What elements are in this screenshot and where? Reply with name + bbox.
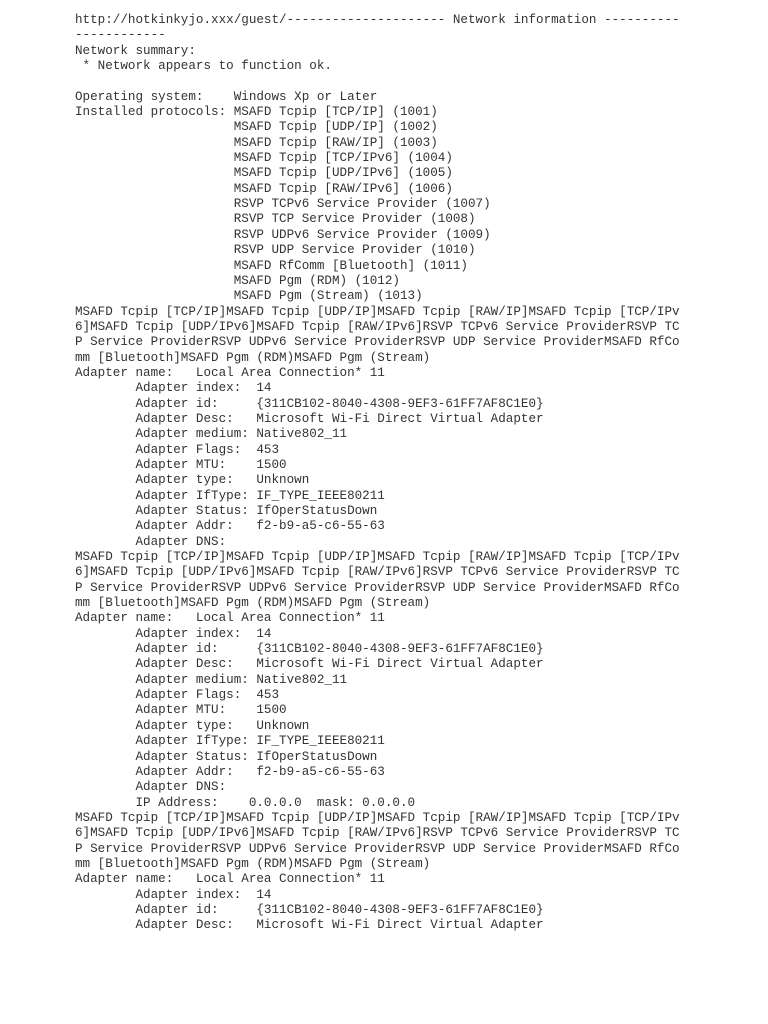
- document-line: Adapter DNS:: [75, 780, 227, 795]
- document-line: Adapter index: 14: [75, 887, 272, 902]
- document-line: Adapter Flags: 453: [75, 442, 280, 457]
- document-line: Adapter Addr: f2-b9-a5-c6-55-63: [75, 764, 385, 779]
- document-line: Adapter medium: Native802_11: [75, 672, 348, 687]
- document-line: MSAFD Pgm (Stream) (1013): [75, 289, 423, 304]
- document-line: * Network appears to function ok.: [75, 59, 332, 74]
- document-line: Adapter id: {311CB102-8040-4308-9EF3-61FF7AF8C1E0}: [75, 902, 544, 917]
- document-line: http://hotkinkyjo.xxx/guest/--------------------- Network information ----------: [75, 13, 680, 27]
- document-line: Adapter index: 14: [75, 626, 272, 641]
- document-line: Adapter type: Unknown: [75, 718, 310, 733]
- document-line: Adapter Desc: Microsoft Wi-Fi Direct Virtual Adapter: [75, 411, 544, 426]
- document-line: IP Address: 0.0.0.0 mask: 0.0.0.0: [75, 795, 416, 810]
- document-line: Adapter name: Local Area Connection* 11: [75, 365, 385, 380]
- document-line: Network summary:: [75, 43, 196, 58]
- document-line: Adapter MTU: 1500: [75, 457, 287, 472]
- document-line: Adapter Desc: Microsoft Wi-Fi Direct Virtual Adapter: [75, 918, 544, 933]
- document-line: Adapter type: Unknown: [75, 473, 310, 488]
- document-line: 6]MSAFD Tcpip [UDP/IPv6]MSAFD Tcpip [RAW/IPv6]RSVP TCPv6 Service ProviderRSVP TC: [75, 319, 680, 334]
- network-information-document: [75, 13, 680, 934]
- document-line: ------------: [75, 28, 166, 43]
- document-line: MSAFD Tcpip [TCP/IPv6] (1004): [75, 151, 453, 166]
- document-line: Adapter Desc: Microsoft Wi-Fi Direct Virtual Adapter: [75, 657, 544, 672]
- document-line: P Service ProviderRSVP UDPv6 Service ProviderRSVP UDP Service ProviderMSAFD RfCo: [75, 580, 680, 595]
- document-line: RSVP UDPv6 Service Provider (1009): [75, 227, 491, 242]
- document-line: mm [Bluetooth]MSAFD Pgm (RDM)MSAFD Pgm (Stream): [75, 856, 431, 871]
- document-line: Adapter name: Local Area Connection* 11: [75, 872, 385, 887]
- document-line: RSVP UDP Service Provider (1010): [75, 243, 476, 258]
- document-line: P Service ProviderRSVP UDPv6 Service ProviderRSVP UDP Service ProviderMSAFD RfCo: [75, 335, 680, 350]
- document-line: Adapter Status: IfOperStatusDown: [75, 749, 378, 764]
- document-line: Adapter IfType: IF_TYPE_IEEE80211: [75, 488, 385, 503]
- document-line: Adapter Addr: f2-b9-a5-c6-55-63: [75, 519, 385, 534]
- document-line: MSAFD Tcpip [TCP/IP]MSAFD Tcpip [UDP/IP]MSAFD Tcpip [RAW/IP]MSAFD Tcpip [TCP/IPv: [75, 810, 680, 825]
- document-line: Adapter index: 14: [75, 381, 272, 396]
- document-line: P Service ProviderRSVP UDPv6 Service ProviderRSVP UDP Service ProviderMSAFD RfCo: [75, 841, 680, 856]
- document-line: mm [Bluetooth]MSAFD Pgm (RDM)MSAFD Pgm (Stream): [75, 350, 431, 365]
- document-line: Operating system: Windows Xp or Later: [75, 89, 378, 104]
- document-line: MSAFD Tcpip [RAW/IPv6] (1006): [75, 181, 453, 196]
- document-line: Installed protocols: MSAFD Tcpip [TCP/IP] (1001): [75, 105, 438, 120]
- document-line: mm [Bluetooth]MSAFD Pgm (RDM)MSAFD Pgm (Stream): [75, 596, 431, 611]
- document-line: MSAFD Tcpip [RAW/IP] (1003): [75, 135, 438, 150]
- document-line: RSVP TCPv6 Service Provider (1007): [75, 197, 491, 212]
- document-line: Adapter DNS:: [75, 534, 227, 549]
- document-line: MSAFD Pgm (RDM) (1012): [75, 273, 400, 288]
- document-line: Adapter MTU: 1500: [75, 703, 287, 718]
- document-line: Adapter Flags: 453: [75, 688, 280, 703]
- document-line: Adapter IfType: IF_TYPE_IEEE80211: [75, 734, 385, 749]
- document-line: Adapter Status: IfOperStatusDown: [75, 504, 378, 518]
- document-line: 6]MSAFD Tcpip [UDP/IPv6]MSAFD Tcpip [RAW/IPv6]RSVP TCPv6 Service ProviderRSVP TC: [75, 565, 680, 580]
- document-line: MSAFD Tcpip [UDP/IP] (1002): [75, 120, 438, 135]
- document-line: MSAFD Tcpip [TCP/IP]MSAFD Tcpip [UDP/IP]MSAFD Tcpip [RAW/IP]MSAFD Tcpip [TCP/IPv: [75, 550, 680, 565]
- document-line: Adapter id: {311CB102-8040-4308-9EF3-61FF7AF8C1E0}: [75, 642, 544, 657]
- document-line: Adapter name: Local Area Connection* 11: [75, 611, 385, 626]
- document-line: MSAFD Tcpip [TCP/IP]MSAFD Tcpip [UDP/IP]MSAFD Tcpip [RAW/IP]MSAFD Tcpip [TCP/IPv: [75, 304, 680, 319]
- document-line: [75, 74, 675, 89]
- document-line: Adapter id: {311CB102-8040-4308-9EF3-61FF7AF8C1E0}: [75, 396, 544, 411]
- document-line: MSAFD RfComm [Bluetooth] (1011): [75, 258, 468, 273]
- document-line: MSAFD Tcpip [UDP/IPv6] (1005): [75, 166, 453, 181]
- document-line: Adapter medium: Native802_11: [75, 427, 348, 442]
- document-line: RSVP TCP Service Provider (1008): [75, 212, 476, 227]
- document-line: 6]MSAFD Tcpip [UDP/IPv6]MSAFD Tcpip [RAW/IPv6]RSVP TCPv6 Service ProviderRSVP TC: [75, 826, 680, 841]
